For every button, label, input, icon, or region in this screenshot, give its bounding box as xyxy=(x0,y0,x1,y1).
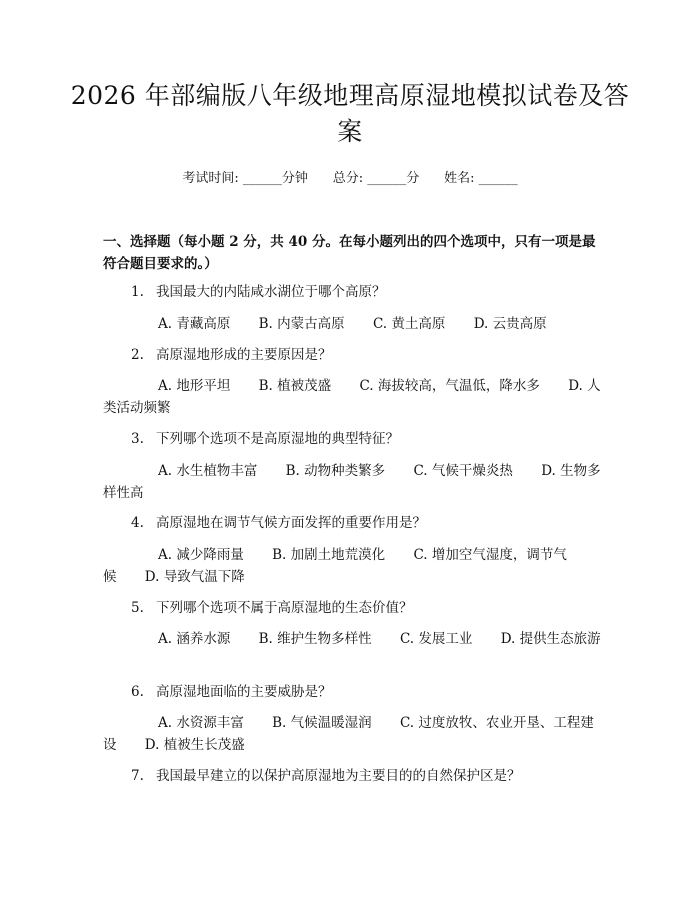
option: D. 植被生长茂盛 xyxy=(144,737,245,753)
question-text: 高原湿地形成的主要原因是？ xyxy=(156,347,332,363)
option: D. 导致气温下降 xyxy=(144,569,245,585)
option: A. 水资源丰富 xyxy=(158,715,244,731)
question-number: 6. xyxy=(131,684,144,700)
question-stem xyxy=(103,344,603,366)
question-stem xyxy=(103,681,603,703)
question-text: 下列哪个选项不属于高原湿地的生态价值？ xyxy=(156,600,413,616)
option: B. 加剧土地荒漠化 xyxy=(272,547,386,563)
option: C. 黄土高原 xyxy=(372,316,446,332)
score-blank: ______分 xyxy=(367,171,420,186)
option: C. 过度放牧、农业开垦、工程建设 xyxy=(103,715,594,753)
question-text: 高原湿地在调节气候方面发挥的重要作用是？ xyxy=(156,515,426,531)
score-label: 总分: xyxy=(332,171,364,186)
option: A. 青藏高原 xyxy=(158,316,231,332)
question-stem xyxy=(103,765,603,787)
question-number: 1. xyxy=(131,284,144,300)
question-options xyxy=(103,712,603,756)
option: C. 发展工业 xyxy=(399,631,473,647)
question-number: 7. xyxy=(131,768,144,784)
question-stem xyxy=(103,597,603,619)
question-number: 4. xyxy=(131,515,144,531)
question-text: 我国最早建立的以保护高原湿地为主要目的的自然保护区是？ xyxy=(156,768,521,784)
option: A. 地形平坦 xyxy=(158,378,231,394)
option: A. 水生植物丰富 xyxy=(158,463,258,479)
question-options xyxy=(103,544,603,588)
question-text: 下列哪个选项不是高原湿地的典型特征？ xyxy=(156,431,399,447)
question-text: 高原湿地面临的主要威胁是？ xyxy=(156,684,332,700)
question-options xyxy=(103,460,603,504)
name-label: 姓名: xyxy=(444,171,475,186)
exam-meta-line xyxy=(0,170,700,188)
option: A. 涵养水源 xyxy=(158,631,231,647)
option: B. 植被茂盛 xyxy=(258,378,332,394)
page-title: 2026 年部编版八年级地理高原湿地模拟试卷及答案 xyxy=(70,81,630,146)
question-options xyxy=(103,313,603,335)
question-stem xyxy=(103,512,603,534)
question-stem xyxy=(103,428,603,450)
question-options xyxy=(103,375,603,419)
option: B. 维护生物多样性 xyxy=(258,631,372,647)
name-blank: ______ xyxy=(478,171,518,186)
option: D. 云贵高原 xyxy=(473,316,547,332)
question-options xyxy=(103,628,603,650)
time-label: 考试时间: xyxy=(182,171,239,186)
time-blank: ______分钟 xyxy=(242,171,308,186)
question-stem xyxy=(103,281,603,303)
question-number: 2. xyxy=(131,347,144,363)
option: D. 生物多样性高 xyxy=(103,463,601,501)
question-text: 我国最大的内陆咸水湖位于哪个高原？ xyxy=(156,284,386,300)
option: C. 增加空气湿度，调节气候 xyxy=(103,547,567,585)
question-number: 3. xyxy=(131,431,144,447)
option: C. 海拔较高，气温低，降水多 xyxy=(359,378,540,394)
option: B. 内蒙古高原 xyxy=(258,316,345,332)
option: D. 人类活动频繁 xyxy=(103,378,601,416)
option: A. 减少降雨量 xyxy=(158,547,244,563)
option: C. 气候干燥炎热 xyxy=(413,463,513,479)
option: B. 动物种类繁多 xyxy=(285,463,386,479)
section-heading: 一、选择题（每小题 2 分，共 40 分。在每小题列出的四个选项中，只有一项是最符合题目要求的。） xyxy=(103,234,596,272)
option: B. 气候温暖湿润 xyxy=(272,715,372,731)
question-number: 5. xyxy=(131,600,144,616)
option: D. 提供生态旅游 xyxy=(500,631,601,647)
